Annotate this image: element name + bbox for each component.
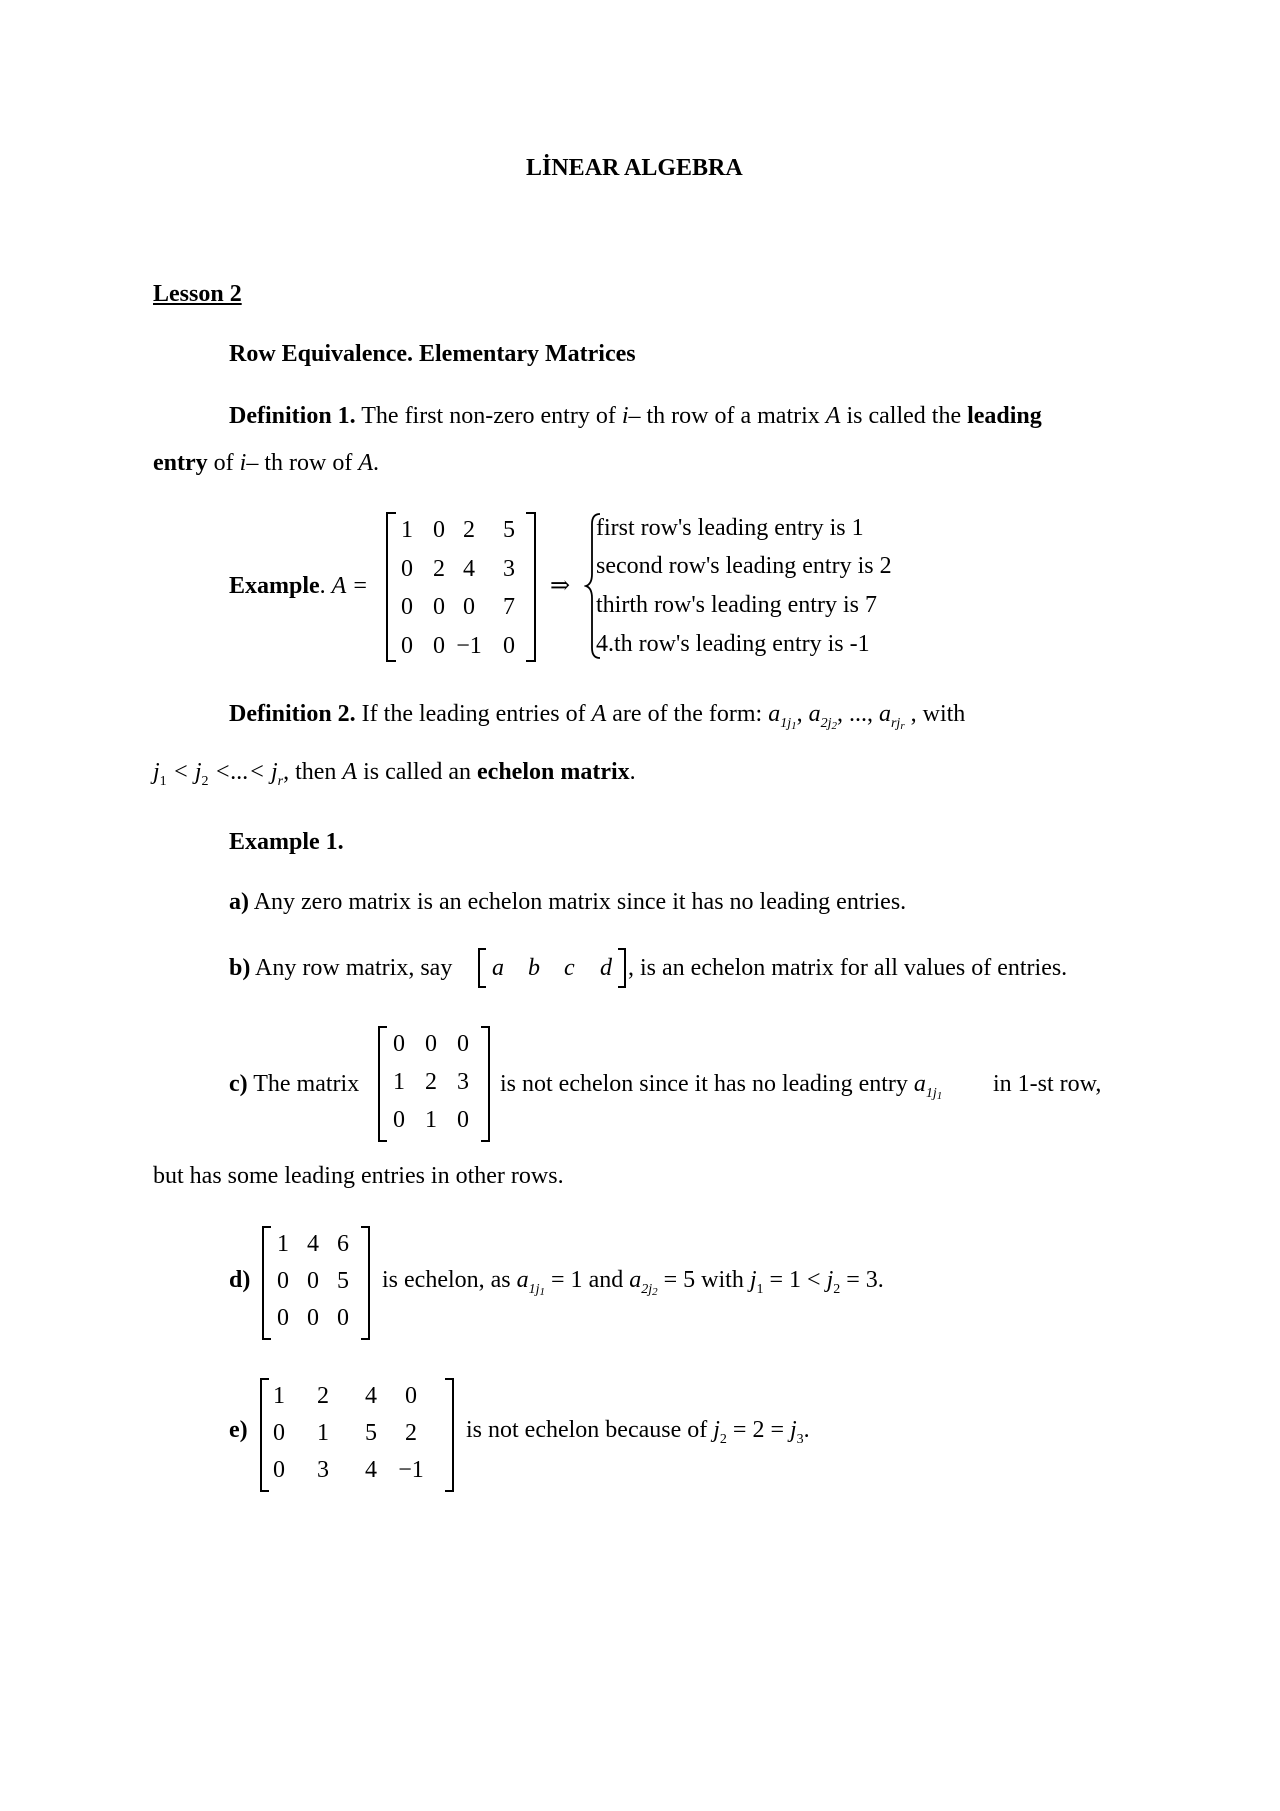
lesson-heading: Lesson 2 xyxy=(153,281,242,307)
matrix-cell: 0 xyxy=(393,1031,405,1057)
matrix-cell: 0 xyxy=(433,594,445,620)
matrix-cell: 0 xyxy=(457,1031,469,1057)
var-a-3: A xyxy=(591,701,607,727)
matrix-e xyxy=(260,1376,454,1490)
definition-2-text-3: , then xyxy=(283,759,337,785)
definition-1-term-2: entry xyxy=(153,450,208,476)
item-d-with: with xyxy=(701,1267,744,1293)
definition-2-with: , with xyxy=(910,701,966,727)
item-c-text-2: is not echelon since it has no leading entry $a_{1j1}$ xyxy=(500,1071,943,1102)
matrix-cell: 0 xyxy=(393,1107,405,1133)
definition-2-line-2 xyxy=(153,759,636,789)
matrix-cell: −1 xyxy=(398,1457,424,1483)
item-b-text-2: , is an echelon matrix for all values of entries. xyxy=(628,955,1068,981)
matrix-cell: 5 xyxy=(337,1268,349,1294)
item-d-eq-1: = 1 xyxy=(551,1267,583,1293)
item-c-continuation: but has some leading entries in other rows. xyxy=(153,1163,564,1189)
row-entry-b: b xyxy=(528,955,540,981)
item-d-period: . xyxy=(877,1267,884,1293)
matrix-cell: 1 xyxy=(393,1069,405,1095)
section-heading: Row Equivalence. Elementary Matrices xyxy=(229,341,636,367)
matrix-cell: 0 xyxy=(425,1031,437,1057)
matrix-cell: 1 xyxy=(401,517,413,543)
matrix-e-right-bracket xyxy=(445,1378,454,1492)
matrix-cell: 4 xyxy=(365,1457,377,1483)
matrix-cell: 1 xyxy=(317,1420,329,1446)
matrix-cell: 0 xyxy=(277,1268,289,1294)
definition-1-text-3: is called the xyxy=(846,403,962,429)
item-b-label: b) xyxy=(229,955,251,981)
example-1-e xyxy=(229,1418,248,1442)
matrix-cell: 0 xyxy=(273,1420,285,1446)
definition-1-text: The first non-zero entry of xyxy=(361,403,616,429)
index-inequality: $j_1 < j_2$ <...< $j_r$ xyxy=(153,759,284,789)
matrix-d xyxy=(262,1224,370,1338)
matrix-a-right-bracket xyxy=(526,512,536,662)
item-e-eq: = 2 = xyxy=(732,1417,784,1443)
matrix-cell: 0 xyxy=(433,632,445,659)
item-d-text: is echelon, as $a_{1j1} = 1$ and $a_{2j2} = 5$ with $j_1 = 1 < j_2 = 3$. xyxy=(382,1267,884,1298)
matrix-cell: 1 xyxy=(273,1383,285,1409)
example-1-label xyxy=(229,830,344,854)
example-label-line xyxy=(229,574,368,598)
matrix-c xyxy=(378,1024,490,1140)
definition-2-label: Definition 2. xyxy=(229,701,356,727)
item-c-label: c) xyxy=(229,1071,248,1097)
row-matrix xyxy=(478,948,626,986)
leading-entry-sequence: $a_{1j1}$, $a_{2j2}$, ..., $a_{rjr}$ xyxy=(768,701,905,732)
definition-2-line-1 xyxy=(229,701,966,732)
example-label: Example xyxy=(229,573,320,599)
matrix-cell: 4 xyxy=(365,1383,377,1409)
item-e-text-1: is not echelon because of xyxy=(466,1417,708,1443)
definition-2-text-4: is called an xyxy=(363,759,472,785)
item-d-eq-2: = 5 xyxy=(663,1267,696,1293)
var-i: i xyxy=(621,403,629,429)
item-c-text: The matrix xyxy=(253,1071,360,1097)
matrix-cell: 0 xyxy=(277,1305,289,1331)
matrix-cell: −1 xyxy=(456,632,482,659)
definition-1-text-5: – th row of xyxy=(246,450,353,476)
row-entry-d: d xyxy=(600,955,612,981)
row-entry-c: c xyxy=(564,955,575,981)
matrix-cell: 6 xyxy=(337,1231,349,1257)
definition-2-term: echelon matrix xyxy=(477,759,630,785)
matrix-cell: 0 xyxy=(401,594,413,620)
item-b-text: Any row matrix, say xyxy=(255,955,453,981)
matrix-cell: 2 xyxy=(317,1383,329,1409)
matrix-cell: 0 xyxy=(401,632,413,659)
note-row-2: second row's leading entry is 2 xyxy=(596,553,892,579)
definition-1-text-4: of xyxy=(213,450,234,476)
matrix-cell: 0 xyxy=(463,594,475,620)
matrix-cell: 2 xyxy=(425,1069,437,1095)
matrix-cell: 5 xyxy=(365,1420,377,1446)
matrix-cell: 2 xyxy=(405,1420,417,1446)
matrix-cell: 2 xyxy=(433,555,445,582)
matrix-a xyxy=(386,510,536,660)
var-a-4: A xyxy=(342,759,358,785)
example-1-b xyxy=(229,956,452,980)
definition-1-text-2: – th row of a matrix xyxy=(628,403,820,429)
matrix-cell: 1 xyxy=(425,1107,437,1133)
matrix-cell: 0 xyxy=(337,1305,349,1331)
item-d-eq-3: = 1 < xyxy=(769,1267,821,1293)
matrix-cell: 0 xyxy=(273,1457,285,1483)
note-row-3: thirth row's leading entry is 7 xyxy=(596,592,877,618)
var-i-2: i xyxy=(239,450,247,476)
implies-arrow: ⇒ xyxy=(550,573,571,599)
matrix-cell: 3 xyxy=(457,1069,469,1095)
row-matrix-left-bracket xyxy=(478,948,486,988)
matrix-cell: 0 xyxy=(433,517,445,543)
item-d-eq-4: = 3 xyxy=(846,1267,878,1293)
definition-2-period: . xyxy=(629,759,636,785)
matrix-c-right-bracket xyxy=(481,1026,490,1142)
definition-1-label: Definition 1. xyxy=(229,403,356,429)
matrix-d-right-bracket xyxy=(361,1226,370,1340)
matrix-cell: 0 xyxy=(405,1383,417,1409)
matrix-cell: 1 xyxy=(277,1231,289,1257)
item-e-label: e) xyxy=(229,1417,248,1443)
example-dot: . xyxy=(319,573,326,599)
matrix-cell: 4 xyxy=(463,555,475,582)
var-a-2: A xyxy=(358,450,373,476)
var-a: A xyxy=(825,403,841,429)
item-d-label: d) xyxy=(229,1267,251,1293)
matrix-cell: 7 xyxy=(503,594,515,620)
item-d-text-1: is echelon, as xyxy=(382,1267,511,1293)
note-row-1: first row's leading entry is 1 xyxy=(596,515,864,541)
matrix-cell: 0 xyxy=(401,555,413,582)
definition-1-term: leading xyxy=(967,403,1042,429)
example-1-d xyxy=(229,1268,250,1292)
page-title: LİNEAR ALGEBRA xyxy=(526,155,743,181)
definition-1-period: . xyxy=(372,450,379,476)
definition-1-line-2 xyxy=(153,451,379,475)
example-1-label-text: Example 1. xyxy=(229,829,344,855)
matrix-cell: 5 xyxy=(503,517,515,543)
matrix-cell: 0 xyxy=(307,1305,319,1331)
matrix-cell: 0 xyxy=(307,1268,319,1294)
definition-2-text-2: are of the form: xyxy=(612,701,763,727)
item-c-text-3: in 1-st row, xyxy=(993,1071,1102,1097)
matrix-cell: 0 xyxy=(457,1107,469,1133)
example-1-c xyxy=(229,1072,359,1096)
item-d-and: and xyxy=(588,1267,624,1293)
item-e-period: . xyxy=(803,1417,810,1443)
item-a-label: a) xyxy=(229,889,249,915)
definition-1-line-1 xyxy=(229,404,1042,428)
item-e-text: is not echelon because of $j_2 = 2 = j_3$. xyxy=(466,1417,810,1447)
matrix-cell: 0 xyxy=(503,632,515,659)
example-1-a xyxy=(229,890,906,914)
matrix-cell: 4 xyxy=(307,1231,319,1257)
row-entry-a: a xyxy=(492,955,504,981)
matrix-a-lhs: A = xyxy=(331,573,369,599)
definition-2-text: If the leading entries of xyxy=(361,701,586,727)
item-c-text-2-content: is not echelon since it has no leading entry xyxy=(500,1071,908,1097)
row-matrix-right-bracket xyxy=(618,948,626,988)
matrix-cell: 2 xyxy=(463,517,475,543)
matrix-cell: 3 xyxy=(503,555,515,582)
note-row-4: 4.th row's leading entry is -1 xyxy=(596,631,870,657)
matrix-cell: 3 xyxy=(317,1457,329,1483)
item-a-text: Any zero matrix is an echelon matrix since it has no leading entries. xyxy=(253,889,907,915)
